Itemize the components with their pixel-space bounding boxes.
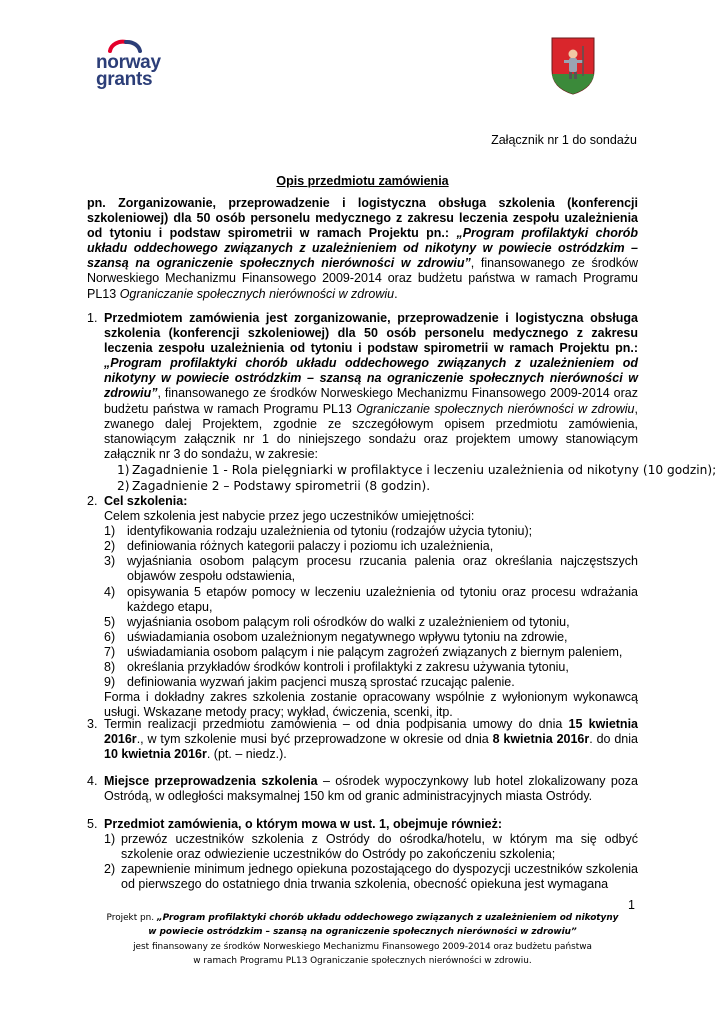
footer-line-3: jest finansowany ze środków Norweskiego Mechanizmu Finansowego 2009-2014 oraz budżetu państwa [133,941,592,952]
list-item-text: zapewnienie minimum jednego opiekuna pozostającego do dyspozycji uczestników szkolenia od pierwszego do ostatniego dnia trwania szkolenia, obecność opiekuna jest wymagana [121,862,638,892]
section-5-list [104,832,638,892]
section-3-text: . (pt. – niedz.). [206,747,287,762]
footer-project-title: „Program profilaktyki chorób układu oddechowego związanych z uzależnieniem od nikotyny [156,913,619,923]
section-number: 2. [87,494,98,508]
intro-bold-text: pn. Zorganizowanie, przeprowadzenie i logistyczna obsługa szkolenia (konferencji szkoleniowej) dla 50 osób personelu medycznego z zakresu leczenia zespołu uzależnienia od tytoniu i podstaw spirometrii w ramach Projektu pn.: [87,196,638,241]
section-1 [87,311,717,494]
list-item-text: identyfikowania rodzaju uzależnienia od tytoniu (rodzajów użycia tytoniu); [127,524,533,539]
list-item [104,539,638,554]
list-item [104,660,638,675]
list-item-text: definiowania różnych kategorii palaczy i poziomu ich uzależnienia, [127,539,494,554]
list-item [104,585,638,615]
section-1-project-name: „Program profilaktyki chorób układu oddechowego związanych z uzależnieniem od nikotyny w powiecie ostródzkim – szansą na ograniczenie społecznych nierówności w zdrowiu” [104,356,638,401]
list-item-number: 5) [104,614,116,629]
topic-item: 2) Zagadnienie 2 – Podstawy spirometrii (8 godzin). [117,478,431,493]
list-item-text: definiowania wyzwań jakim pacjenci muszą sprostać rzucając palenie. [127,675,515,690]
intro-financing-text: , finansowanego ze środków Norweskiego Mechanizmu Finansowego 2009-2014 oraz budżetu państwa w ramach Programu PL13 [87,256,638,301]
section-5 [87,817,638,892]
footer [0,911,725,969]
list-item-number: 1) [104,832,116,847]
section-2 [87,494,638,720]
deadline-date: 15 kwietnia 2016r [104,717,638,747]
list-item-text: uświadamiania osobom uzależnionym negatywnego wpływu tytoniu na zdrowie, [127,629,568,644]
list-item-number: 6) [104,629,116,644]
intro-program-name: Ograniczanie społecznych nierówności w zdrowiu [119,286,395,301]
section-4-text: – ośrodek wypoczynkowy lub hotel zlokalizowany poza Ostródą, w odległości maksymalnej 150 km od granic administracyjnych miasta Ostródy. [104,774,639,804]
document-title: Opis przedmiotu zamówienia [276,174,449,188]
list-item-text: opisywania 5 etapów pomocy w leczeniu uzależnienia od tytoniu oraz procesu wdrażania każdego etapu, [127,584,638,614]
section-1-financing-text: , finansowanego ze środków Norweskiego Mechanizmu Finansowego 2009-2014 oraz budżetu państwa w ramach Programu PL13 [104,386,638,416]
list-item-number: 4) [104,584,116,599]
list-item-number: 9) [104,675,116,690]
list-item-text: określania przykładów środków kontroli i profilaktyki z zakresu używania tytoniu, [127,660,569,675]
list-item [104,615,638,630]
section-number: 4. [87,774,98,788]
list-item [104,832,638,862]
section-number: 5. [87,817,98,831]
attachment-label: Załącznik nr 1 do sondażu [491,133,637,147]
list-item [104,630,638,645]
norway-grants-logo [96,38,180,94]
intro-project-name: „Program profilaktyki chorób układu oddechowego związanych z uzależnieniem od nikotyny w powiecie ostródzkim – szansą na ograniczenie społecznych nierówności w zdrowiu” [87,226,638,271]
goals-outro: Forma i dokładny zakres szkolenia zostanie opracowany wspólnie z wyłonionym wykonawcą usługi. Wskazane metody pracy; wykład, ćwiczenia, scenki, itp. [104,690,638,720]
logo-line-grants: grants [96,69,153,90]
section-5-heading: Przedmiot zamówienia, o którym mowa w ust. 1, obejmuje również: [104,817,502,831]
section-4 [87,774,638,804]
footer-line-1 [0,911,725,925]
footer-prefix: Projekt pn. [106,913,155,923]
section-3-text: ., w tym szkolenie musi być przeprowadzone w okresie od dnia [136,732,489,747]
list-item [104,524,638,539]
list-item [104,675,638,690]
list-item-text: przewóz uczestników szkolenia z Ostródy do ośrodka/hotelu, w którym ma się odbyć szkolenie oraz odwiezienie uczestników do Ostródy po zakończeniu szkolenia; [121,832,638,862]
section-2-heading: Cel szkolenia: [104,494,188,508]
list-item-number: 2) [104,862,116,877]
list-item-text: wyjaśniania osobom palącym roli ośrodków do walki z uzależnieniem od tytoniu, [127,614,570,629]
list-item [104,554,638,584]
list-item-text: uświadamiania osobom palącym i nie palącym zagrożeń związanych z biernym paleniem, [127,644,623,659]
training-start-date: 8 kwietnia 2016r [492,732,590,747]
logo-line-norway: norway [96,52,161,73]
section-3 [87,717,638,762]
footer-line-2: w powiecie ostródzkim – szansą na ograniczenie społecznych nierówności w zdrowiu” [148,927,577,938]
list-item-number: 8) [104,660,116,675]
footer-line-4: w ramach Programu PL13 Ograniczanie społecznych nierówności w zdrowiu. [193,956,532,967]
training-end-date: 10 kwietnia 2016r [104,747,207,762]
section-3-text: . do dnia [589,732,638,747]
section-number: 3. [87,717,98,731]
section-4-heading: Miejsce przeprowadzenia szkolenia [104,774,318,788]
intro-paragraph [87,196,638,302]
section-1-bold-text: Przedmiotem zamówienia jest zorganizowanie, przeprowadzenie i logistyczna obsługa szkolenia (konferencji szkoleniowej) dla 50 osób personelu medycznego z zakresu leczenia zespołu uzależnienia od tytoniu i podstaw spirometrii w ramach Projektu pn.: [104,311,638,356]
intro-period: . [394,286,398,301]
list-item-number: 7) [104,644,116,659]
list-item-text: wyjaśniania osobom palącym procesu rzucania palenia oraz określania najczęstszych objawów zespołu odstawienia, [127,554,638,584]
goals-list [104,524,638,690]
list-item [104,645,638,660]
goals-intro: Celem szkolenia jest nabycie przez jego uczestników umiejętności: [104,509,475,524]
list-item-number: 2) [104,539,116,554]
page-number: 1 [628,898,635,912]
section-number: 1. [87,311,98,325]
list-item-number: 1) [104,524,116,539]
section-1-program-name: Ograniczanie społecznych nierówności w zdrowiu [356,401,635,416]
county-crest-icon [550,36,596,96]
list-item [104,862,638,892]
topic-item: 1) Zagadnienie 1 - Rola pielęgniarki w profilaktyce i leczeniu uzależnienia od nikotyny (10 godzin); [117,462,717,477]
section-1-scope-text: , zwanego dalej Projektem, zgodnie ze szczegółowym opisem przedmiotu zamówienia, stanowiącym załącznik nr 1 do niniejszego sondażu oraz projektem umowy stanowiącym załącznik nr 3 do sondażu, w zakresie: [104,401,638,461]
list-item-number: 3) [104,554,116,569]
section-3-text: Termin realizacji przedmiotu zamówienia – od dnia podpisania umowy do dnia [104,717,563,731]
topics-list [117,462,717,494]
